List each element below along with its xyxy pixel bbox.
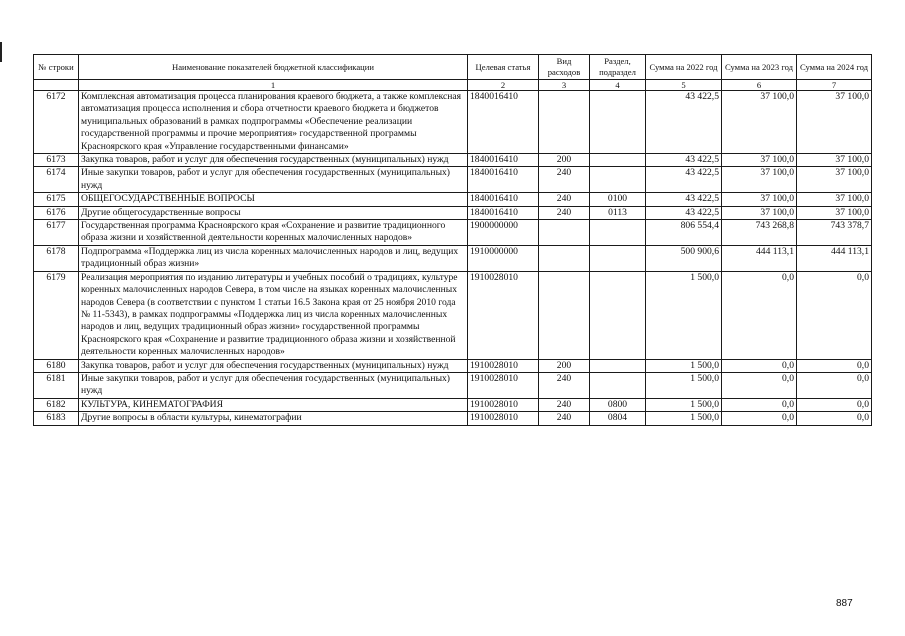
table-row: [34, 167, 872, 193]
header-sum-2024: Сумма на 2024 год: [797, 55, 872, 80]
header-sum-2022: Сумма на 2022 год: [646, 55, 722, 80]
cell-row-number: 6180: [34, 359, 79, 372]
table-row: [34, 206, 872, 219]
cell-section: [590, 359, 646, 372]
table-row: [34, 372, 872, 398]
cell-target-article: 1840016410: [468, 154, 539, 167]
cell-row-number: 6178: [34, 245, 79, 271]
cell-name: Другие общегосударственные вопросы: [79, 206, 468, 219]
table-row: [34, 359, 872, 372]
column-number-empty: [34, 80, 79, 91]
cell-sum-2023: 37 100,0: [722, 154, 797, 167]
cell-sum-2022: 1 500,0: [646, 359, 722, 372]
cell-name: КУЛЬТУРА, КИНЕМАТОГРАФИЯ: [79, 398, 468, 411]
cell-name: Реализация мероприятия по изданию литературы и учебных пособий о традициях, культуре коренных малочисленных народов Севера, в том числе на языках коренных малочисленных народов Севера (в соответствии с пунктом 1 статьи 16.5 Закона края от 25 ноября 2010 года № 11-5343), в рамках подпрограммы «Поддержка лиц из числа коренных малочисленных народов и лиц, ведущих традиционный образ жизни» государственной программы Красноярского края «Сохранение и развитие традиционного образа жизни и хозяйственной деятельности коренных малочисленных народов»: [79, 271, 468, 359]
header-rp: Раздел, подраздел: [590, 55, 646, 80]
cell-name: Комплексная автоматизация процесса планирования краевого бюджета, а также комплексная автоматизация процесса исполнения и сбора отчетности краевого бюджета и бюджетов муниципальных образований в рамках подпрограммы «Обеспечение реализации государственной программы и прочие мероприятия» государственной программы Красноярского края «Управление государственными финансами»: [79, 91, 468, 154]
cell-target-article: 1910028010: [468, 271, 539, 359]
cell-sum-2023: 0,0: [722, 359, 797, 372]
cell-sum-2023: 0,0: [722, 271, 797, 359]
cell-sum-2022: 43 422,5: [646, 167, 722, 193]
cell-section: [590, 91, 646, 154]
cell-expense-type: 240: [539, 372, 590, 398]
cell-sum-2023: 743 268,8: [722, 220, 797, 246]
cell-row-number: 6182: [34, 398, 79, 411]
column-number: 6: [722, 80, 797, 91]
budget-table: [33, 54, 872, 426]
page-edge-mark: [0, 42, 2, 62]
cell-expense-type: 240: [539, 398, 590, 411]
cell-section: 0100: [590, 193, 646, 206]
cell-sum-2022: 1 500,0: [646, 398, 722, 411]
table-header-row: [34, 55, 872, 80]
cell-expense-type: [539, 91, 590, 154]
cell-expense-type: 240: [539, 206, 590, 219]
cell-target-article: 1840016410: [468, 193, 539, 206]
cell-sum-2023: 0,0: [722, 398, 797, 411]
cell-name: Иные закупки товаров, работ и услуг для обеспечения государственных (муниципальных) нужд: [79, 167, 468, 193]
cell-sum-2023: 37 100,0: [722, 91, 797, 154]
cell-section: [590, 245, 646, 271]
cell-sum-2024: 444 113,1: [797, 245, 872, 271]
cell-sum-2022: 43 422,5: [646, 193, 722, 206]
cell-sum-2024: 37 100,0: [797, 154, 872, 167]
table-row: [34, 220, 872, 246]
cell-target-article: 1910000000: [468, 245, 539, 271]
header-target: Целевая статья: [468, 55, 539, 80]
cell-sum-2024: 743 378,7: [797, 220, 872, 246]
table-row: [34, 271, 872, 359]
table-row: [34, 398, 872, 411]
cell-sum-2024: 0,0: [797, 359, 872, 372]
page-number: 887: [836, 598, 853, 609]
cell-row-number: 6177: [34, 220, 79, 246]
cell-name: Иные закупки товаров, работ и услуг для обеспечения государственных (муниципальных) нужд: [79, 372, 468, 398]
cell-section: 0800: [590, 398, 646, 411]
cell-section: [590, 220, 646, 246]
cell-target-article: 1840016410: [468, 206, 539, 219]
cell-row-number: 6181: [34, 372, 79, 398]
cell-row-number: 6179: [34, 271, 79, 359]
cell-sum-2023: 37 100,0: [722, 206, 797, 219]
cell-target-article: 1910028010: [468, 412, 539, 425]
cell-sum-2023: 444 113,1: [722, 245, 797, 271]
cell-row-number: 6176: [34, 206, 79, 219]
cell-target-article: 1910028010: [468, 398, 539, 411]
cell-sum-2024: 0,0: [797, 398, 872, 411]
cell-sum-2022: 43 422,5: [646, 91, 722, 154]
cell-sum-2022: 43 422,5: [646, 206, 722, 219]
table-row: [34, 154, 872, 167]
cell-target-article: 1840016410: [468, 167, 539, 193]
cell-name: Государственная программа Красноярского края «Сохранение и развитие традиционного образа жизни и хозяйственной деятельности коренных малочисленных народов»: [79, 220, 468, 246]
cell-target-article: 1910028010: [468, 372, 539, 398]
cell-sum-2023: 0,0: [722, 372, 797, 398]
cell-section: [590, 154, 646, 167]
cell-sum-2024: 37 100,0: [797, 91, 872, 154]
cell-expense-type: [539, 271, 590, 359]
cell-section: 0113: [590, 206, 646, 219]
cell-target-article: 1900000000: [468, 220, 539, 246]
cell-target-article: 1910028010: [468, 359, 539, 372]
cell-sum-2024: 37 100,0: [797, 193, 872, 206]
cell-expense-type: [539, 245, 590, 271]
cell-row-number: 6172: [34, 91, 79, 154]
cell-sum-2024: 37 100,0: [797, 167, 872, 193]
table-body: [34, 91, 872, 426]
table-row: [34, 91, 872, 154]
cell-section: [590, 372, 646, 398]
header-sum-2023: Сумма на 2023 год: [722, 55, 797, 80]
cell-sum-2024: 0,0: [797, 271, 872, 359]
cell-sum-2023: 37 100,0: [722, 193, 797, 206]
cell-section: [590, 167, 646, 193]
cell-row-number: 6173: [34, 154, 79, 167]
header-vr: Вид расходов: [539, 55, 590, 80]
cell-name: Другие вопросы в области культуры, кинематографии: [79, 412, 468, 425]
table-row: [34, 412, 872, 425]
cell-expense-type: [539, 220, 590, 246]
cell-sum-2023: 0,0: [722, 412, 797, 425]
column-number: 7: [797, 80, 872, 91]
cell-name: ОБЩЕГОСУДАРСТВЕННЫЕ ВОПРОСЫ: [79, 193, 468, 206]
cell-expense-type: 200: [539, 154, 590, 167]
cell-sum-2022: 500 900,6: [646, 245, 722, 271]
table-row: [34, 193, 872, 206]
column-number-row: [34, 80, 872, 91]
cell-sum-2022: 1 500,0: [646, 412, 722, 425]
cell-target-article: 1840016410: [468, 91, 539, 154]
cell-sum-2024: 0,0: [797, 372, 872, 398]
cell-row-number: 6175: [34, 193, 79, 206]
cell-row-number: 6174: [34, 167, 79, 193]
cell-expense-type: 200: [539, 359, 590, 372]
cell-name: Закупка товаров, работ и услуг для обеспечения государственных (муниципальных) нужд: [79, 154, 468, 167]
cell-sum-2022: 1 500,0: [646, 372, 722, 398]
header-name: Наименование показателей бюджетной классификации: [79, 55, 468, 80]
header-row-no: № строки: [34, 55, 79, 80]
table-row: [34, 245, 872, 271]
cell-sum-2024: 37 100,0: [797, 206, 872, 219]
cell-sum-2023: 37 100,0: [722, 167, 797, 193]
cell-name: Закупка товаров, работ и услуг для обеспечения государственных (муниципальных) нужд: [79, 359, 468, 372]
cell-sum-2022: 43 422,5: [646, 154, 722, 167]
column-number: 2: [468, 80, 539, 91]
column-number: 4: [590, 80, 646, 91]
cell-expense-type: 240: [539, 167, 590, 193]
cell-expense-type: 240: [539, 193, 590, 206]
cell-section: 0804: [590, 412, 646, 425]
cell-sum-2024: 0,0: [797, 412, 872, 425]
cell-expense-type: 240: [539, 412, 590, 425]
column-number: 3: [539, 80, 590, 91]
cell-sum-2022: 806 554,4: [646, 220, 722, 246]
cell-name: Подпрограмма «Поддержка лиц из числа коренных малочисленных народов и лиц, ведущих традиционный образ жизни»: [79, 245, 468, 271]
column-number: 5: [646, 80, 722, 91]
cell-sum-2022: 1 500,0: [646, 271, 722, 359]
cell-row-number: 6183: [34, 412, 79, 425]
column-number: 1: [79, 80, 468, 91]
cell-section: [590, 271, 646, 359]
